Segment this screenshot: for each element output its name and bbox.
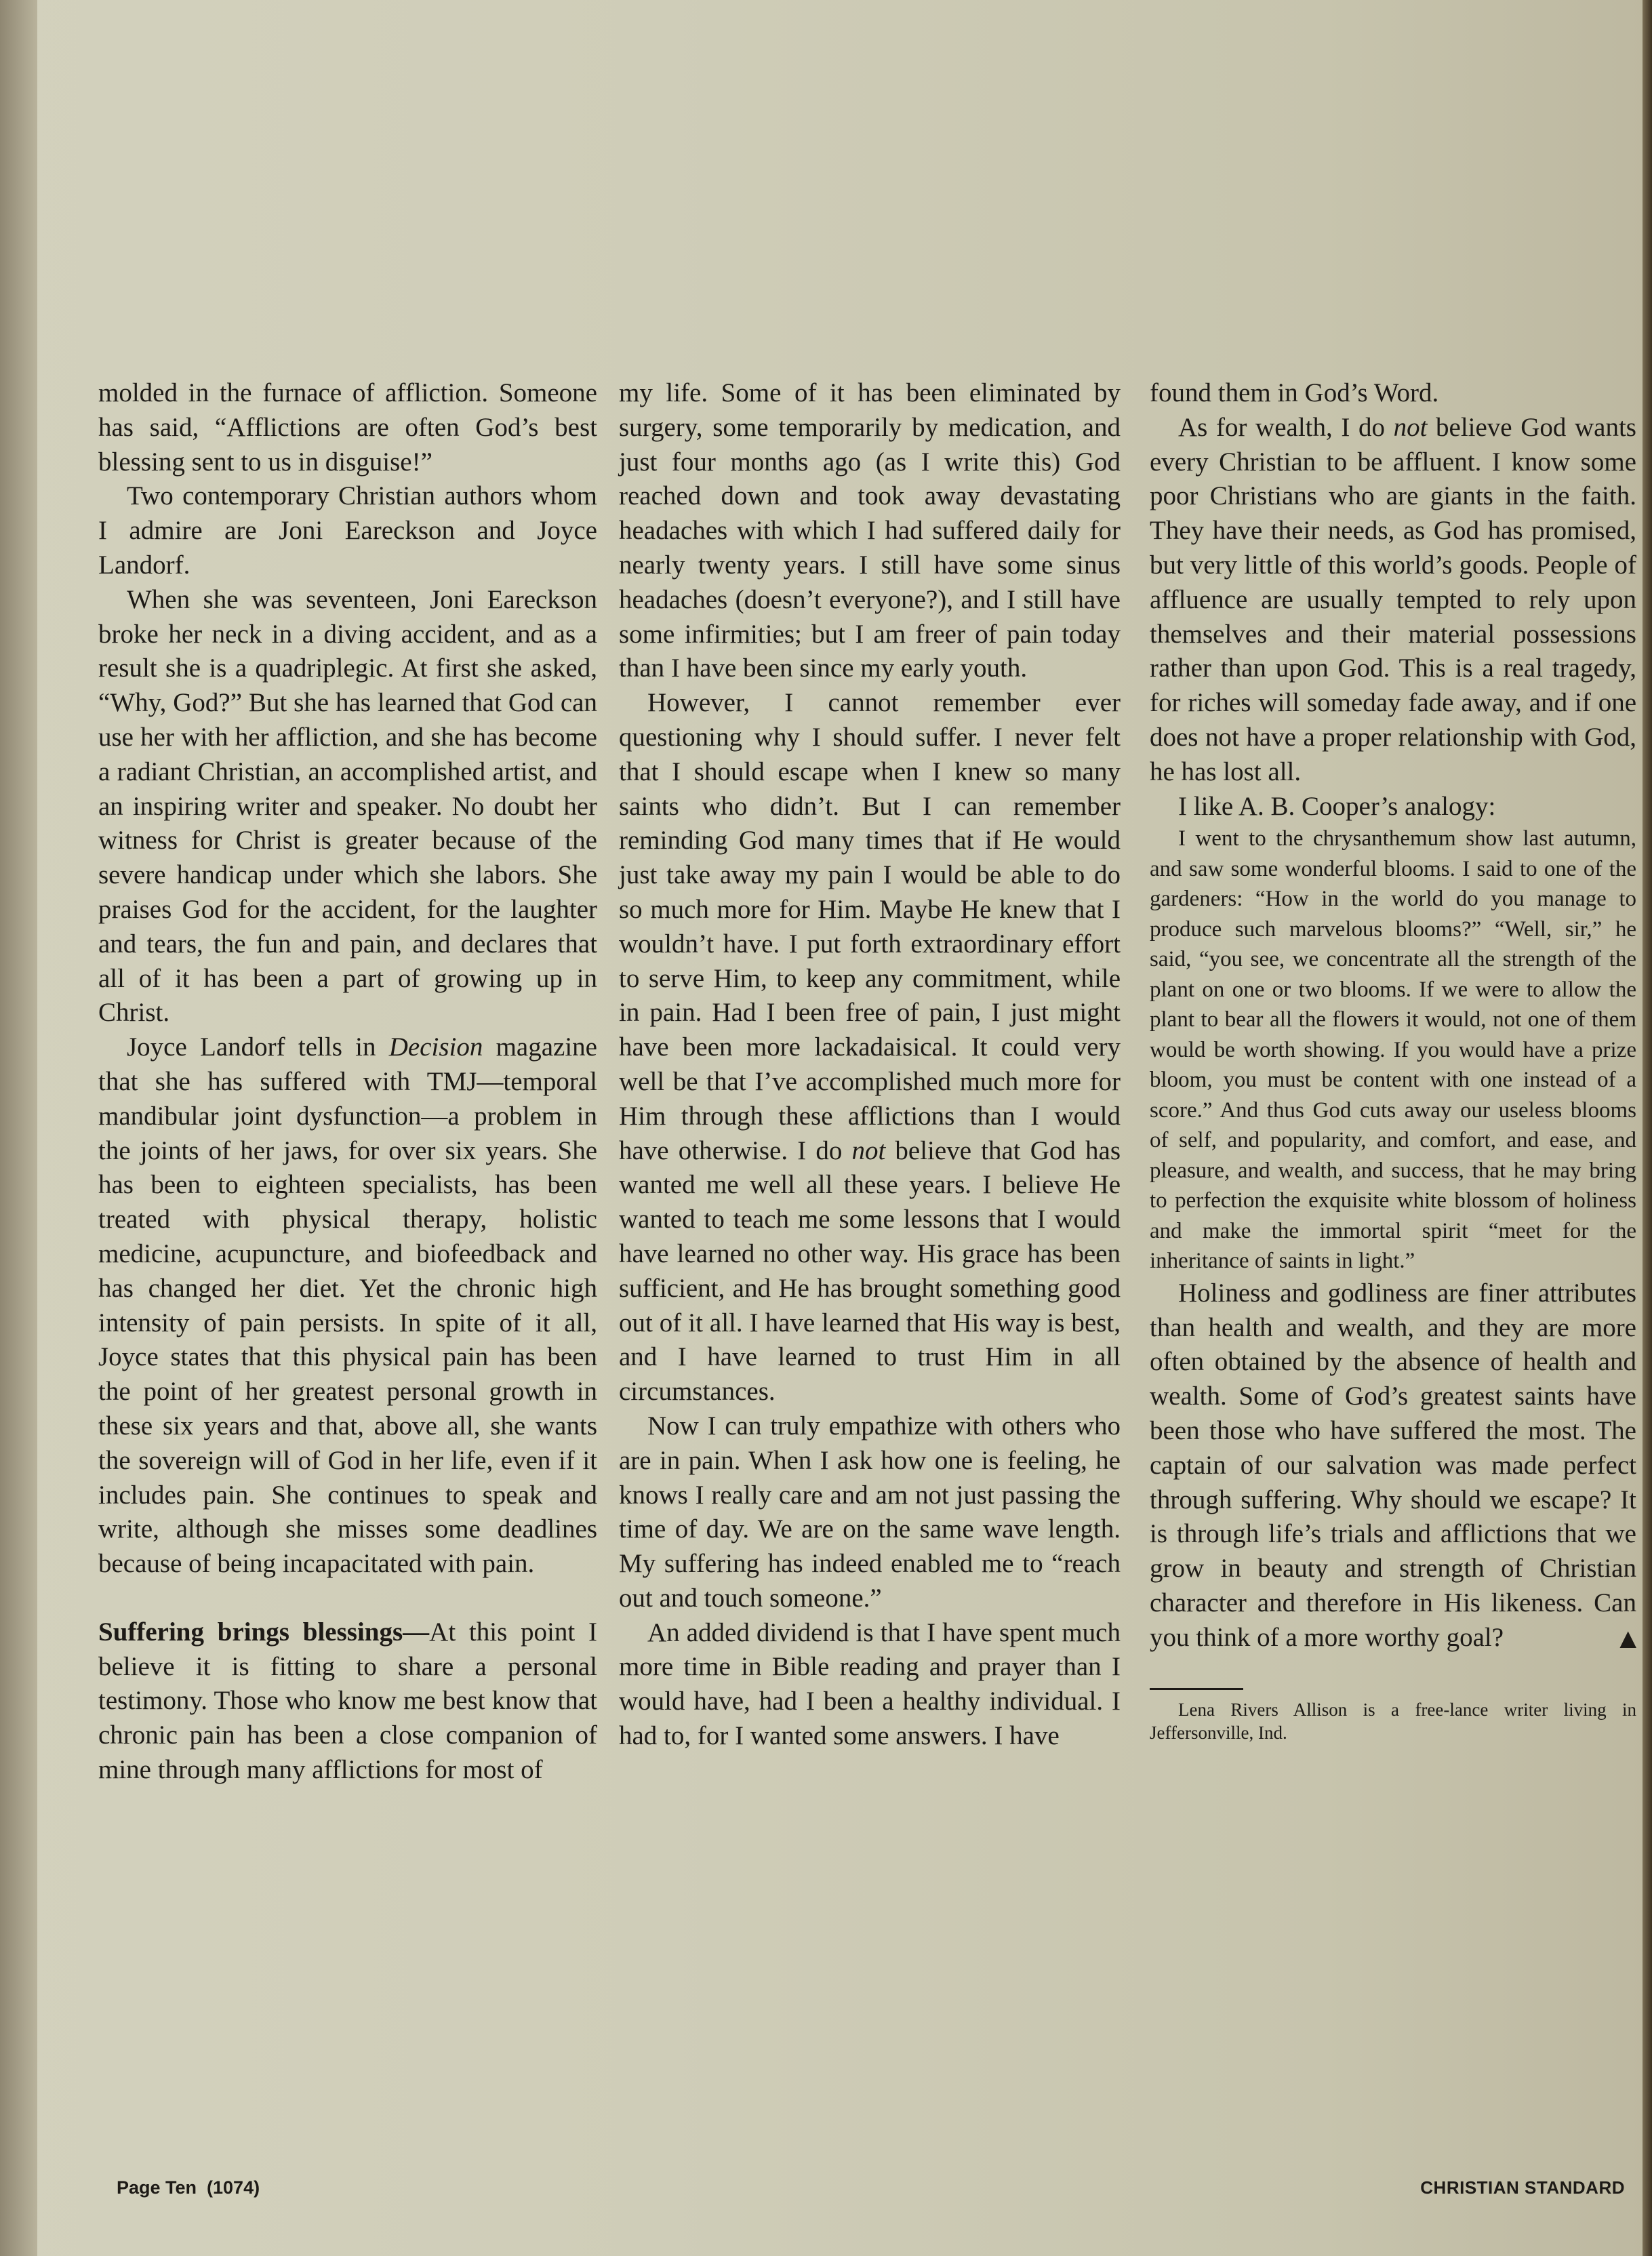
publication-name: CHRISTIAN STANDARD [1420,2177,1625,2198]
emphasis: not [851,1135,886,1165]
paragraph-text: Joyce Landorf tells in [127,1032,389,1062]
text-column-1 [98,376,597,1788]
paragraph-text: However, I cannot remember ever questioning why I should suffer. I never felt that I should escape when I knew so many saints who didn’t. But I can remember reminding God many times that if He would just take away my pain I would be able to do so much more for Him. Maybe He knew that I wouldn’t have. I put forth extraordinary effort to serve Him, to keep any commitment, while in pain. Had I been free of pain, I just might have been more lackadaisical. It could very well be that I’ve accomplished much more for Him through these afflictions than I would have otherwise. I do [619,688,1121,1165]
page-edge-shadow [1643,0,1652,2256]
paragraph [1150,1276,1636,1655]
paragraph: molded in the furnace of affliction. Someone has said, “Afflictions are often God’s best blessing sent to us in disguise!” [98,378,597,477]
paragraph: my life. Some of it has been eliminated by surgery, some temporarily by medication, and just four months ago (as I write this) God reached down and took away devastating headaches with which I had suffered daily for nearly twenty years. I still have some sinus headaches (doesn’t everyone?), and I still have some infirmities; but I am freer of pain today than I have been since my early youth. [619,378,1121,683]
end-of-article-icon: ▲ [1619,1624,1636,1651]
section-subhead: Suffering brings blessings— [98,1617,430,1647]
paragraph: I like A. B. Cooper’s analogy: [1178,791,1496,821]
paragraph-text: At this point I believe it is fitting to share a personal testimony. Those who know me best know that chronic pain has been a close companion of mine through many afflictions for most of [98,1617,597,1785]
page-binding-shadow [0,0,37,2256]
paragraph: Now I can truly empathize with others who are in pain. When I ask how one is feeling, he knows I really care and am not just passing the time of day. We are on the same wave length. My suffering has indeed enabled me to “reach out and touch someone.” [619,1411,1121,1613]
paragraph [98,1030,597,1582]
paragraph-text: believe God wants every Christian to be affluent. I know some poor Christians who are giants in the faith. They have their needs, as God has promised, but very little of this world’s goods. People of affluence are usually tempted to rely upon themselves and their material possessions rather than upon God. This is a real tragedy, for riches will someday fade away, and if one does not have a proper relationship with God, he has lost all. [1150,412,1636,786]
text-column-3 [1150,376,1636,1744]
show-through-title [115,146,138,239]
paragraph: Two contemporary Christian authors whom I admire are Joni Eareckson and Joyce Landorf. [98,481,597,580]
page-number: Page Ten (1074) [117,2177,260,2198]
paragraph-text: believe that God has wanted me well all these years. I believe He wanted to teach me some lessons that I would have learned no other way. His grace has been sufficient, and He has brought something good out of it all. I have learned that His way is best, and I have learned to trust Him in all circumstances. [619,1135,1121,1407]
paragraph-text: magazine that she has suffered with TMJ—temporal mandibular joint dysfunction—a problem in the joints of her jaws, for over six years. She has been to eighteen specialists, has been treated with physical therapy, holistic medicine, acupuncture, and biofeedback and has changed her diet. Yet the chronic high intensity of pain persists. In spite of it all, Joyce states that this physical pain has been the point of her greatest personal growth in these six years and that, above all, she wants the sovereign will of God in her life, even if it includes pain. She continues to speak and write, although she misses some deadlines because of being incapacitated with pain. [98,1032,597,1579]
author-bio: Lena Rivers Allison is a free-lance writer living in Jeffersonville, Ind. [1150,1699,1636,1743]
text-column-2 [619,376,1121,1754]
magazine-title: Decision [388,1032,483,1062]
paragraph: found them in God’s Word. [1150,378,1439,407]
paragraph: An added dividend is that I have spent much more time in Bible reading and prayer than I would have, had I been a healthy individual. I had to, for I wanted some answers. I have [619,1617,1121,1751]
block-quote: I went to the chrysanthemum show last autumn, and saw some wonderful blooms. I said to one of the gardeners: “How in the world do you manage to produce such marvelous blooms?” “Well, sir,” he said, “you see, we concentrate all the strength of the plant on one or two blooms. If we were to allow the plant to bear all the flowers it would, not one of them would be worth showing. If you would have a prize bloom, you must be content with one instead of a score.” And thus God cuts away our useless blooms of self, and popularity, and comfort, and ease, and pleasure, and wealth, and success, that he may bring to perfection the exquisite white blossom of holiness and make the immortal spirit “meet for the inheritance of saints in light.” [1150,826,1636,1274]
paragraph-text: Holiness and godliness are finer attributes than health and wealth, and they are more often obtained by the absence of health and wealth. Some of God’s greatest saints have been those who have suffered the most. The captain of our salvation was made perfect through suffering. Why should we escape? It is through life’s trials and afflictions that we grow in beauty and strength of Christian character and therefore in His likeness. Can you think of a more worthy goal? [1150,1278,1636,1652]
paragraph [98,1615,597,1788]
paragraph: When she was seventeen, Joni Eareckson broke her neck in a diving accident, and as a result she is a quadriplegic. At first she asked, “Why, God?” But she has learned that God can use her with her affliction, and she has become a radiant Christian, an accomplished artist, and an inspiring writer and speaker. No doubt her witness for Christ is greater because of the severe handicap under which she labors. She praises God for the accident, for the laughter and tears, the fun and pain, and declares that all of it has been a part of growing up in Christ. [98,584,597,1028]
footnote-rule [1150,1688,1243,1690]
paragraph [619,686,1121,1409]
paragraph [1150,411,1636,790]
emphasis: not [1393,412,1428,442]
paragraph-text: As for wealth, I do [1178,412,1394,442]
